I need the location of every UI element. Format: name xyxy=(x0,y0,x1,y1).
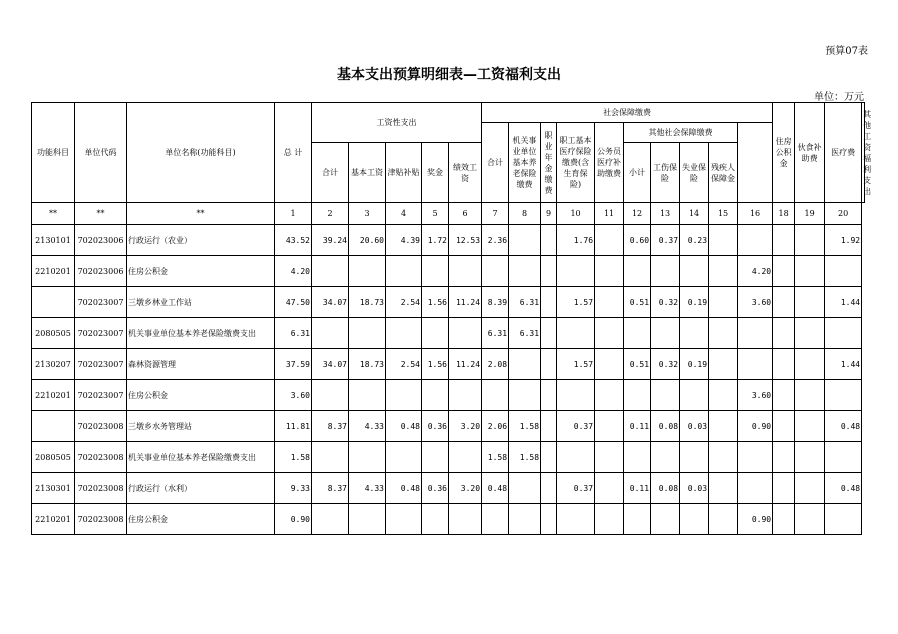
cell-performance: 3.20 xyxy=(449,411,482,442)
cell-other-welfare xyxy=(825,256,862,287)
cell-social-total: 8.39 xyxy=(482,287,509,318)
cell-allowance: 4.39 xyxy=(386,225,422,256)
column-index-cell: 12 xyxy=(624,203,651,225)
table-row xyxy=(32,504,865,535)
header-meal: 伙食补助费 xyxy=(795,103,825,203)
cell-wage-total xyxy=(312,504,349,535)
cell-func-subject: 2210201 xyxy=(32,256,75,287)
cell-basic-wage: 4.33 xyxy=(349,411,386,442)
cell-medical xyxy=(557,504,595,535)
cell-performance: 11.24 xyxy=(449,349,482,380)
cell-civil-medical xyxy=(595,318,624,349)
cell-meal xyxy=(773,442,795,473)
cell-unemployment: 0.03 xyxy=(680,411,709,442)
cell-meal xyxy=(773,411,795,442)
cell-medical xyxy=(557,318,595,349)
cell-unit-name: 三墩乡林业工作站 xyxy=(127,287,275,318)
cell-unit-name: 住房公积金 xyxy=(127,256,275,287)
cell-performance: 12.53 xyxy=(449,225,482,256)
cell-meal xyxy=(773,225,795,256)
cell-social-total: 1.58 xyxy=(482,442,509,473)
cell-medical xyxy=(557,256,595,287)
cell-injury: 0.32 xyxy=(651,287,680,318)
cell-unit-name: 行政运行（农业） xyxy=(127,225,275,256)
form-number: 预算07表 xyxy=(825,46,868,57)
cell-disability xyxy=(709,504,738,535)
cell-other-welfare xyxy=(825,442,862,473)
cell-housing: 0.90 xyxy=(738,504,773,535)
cell-civil-medical xyxy=(595,504,624,535)
cell-pension: 1.58 xyxy=(509,442,541,473)
cell-unit-code: 702023006 xyxy=(75,225,127,256)
cell-unemployment xyxy=(680,256,709,287)
cell-unit-code: 702023007 xyxy=(75,287,127,318)
cell-injury: 0.08 xyxy=(651,473,680,504)
header-unit-code: 单位代码 xyxy=(75,103,127,203)
cell-total: 37.59 xyxy=(275,349,312,380)
cell-pension xyxy=(509,380,541,411)
cell-unemployment: 0.23 xyxy=(680,225,709,256)
cell-performance xyxy=(449,504,482,535)
cell-other-welfare xyxy=(825,318,862,349)
header-other-welfare: 其他工资福利支出 xyxy=(862,103,865,203)
cell-total: 11.81 xyxy=(275,411,312,442)
table-row xyxy=(32,380,865,411)
cell-other-subtotal: 0.11 xyxy=(624,473,651,504)
cell-annuity xyxy=(541,225,557,256)
cell-basic-wage: 4.33 xyxy=(349,473,386,504)
cell-unemployment xyxy=(680,318,709,349)
cell-meal xyxy=(773,380,795,411)
cell-disability xyxy=(709,225,738,256)
cell-disability xyxy=(709,256,738,287)
header-medical-fee: 医疗费 xyxy=(825,103,862,203)
cell-other-welfare: 0.48 xyxy=(825,411,862,442)
header-allowance: 津贴补贴 xyxy=(386,143,422,203)
cell-func-subject: 2080505 xyxy=(32,318,75,349)
cell-other-subtotal: 0.60 xyxy=(624,225,651,256)
cell-basic-wage: 18.73 xyxy=(349,349,386,380)
cell-annuity xyxy=(541,287,557,318)
cell-unit-name: 住房公积金 xyxy=(127,380,275,411)
header-civil-medical: 公务员医疗补助缴费 xyxy=(595,123,624,203)
cell-social-total: 0.48 xyxy=(482,473,509,504)
cell-allowance: 0.48 xyxy=(386,411,422,442)
cell-basic-wage xyxy=(349,256,386,287)
cell-injury xyxy=(651,442,680,473)
cell-basic-wage xyxy=(349,380,386,411)
cell-unit-code: 702023007 xyxy=(75,380,127,411)
cell-social-total xyxy=(482,380,509,411)
cell-social-total: 2.36 xyxy=(482,225,509,256)
cell-injury: 0.08 xyxy=(651,411,680,442)
cell-annuity xyxy=(541,256,557,287)
cell-civil-medical xyxy=(595,380,624,411)
header-disability: 残疾人保障金 xyxy=(709,143,738,203)
table-row xyxy=(32,349,865,380)
cell-housing: 0.90 xyxy=(738,411,773,442)
column-index-cell: 9 xyxy=(541,203,557,225)
cell-civil-medical xyxy=(595,287,624,318)
table-row xyxy=(32,225,865,256)
cell-civil-medical xyxy=(595,442,624,473)
cell-housing xyxy=(738,318,773,349)
column-index-cell: 8 xyxy=(509,203,541,225)
cell-performance: 11.24 xyxy=(449,287,482,318)
unit-label: 单位：万元 xyxy=(814,92,864,103)
cell-other-welfare: 1.44 xyxy=(825,349,862,380)
cell-housing xyxy=(738,225,773,256)
cell-injury xyxy=(651,256,680,287)
cell-basic-wage xyxy=(349,318,386,349)
cell-unit-name: 住房公积金 xyxy=(127,504,275,535)
cell-housing: 3.60 xyxy=(738,380,773,411)
cell-other-subtotal xyxy=(624,504,651,535)
cell-injury xyxy=(651,318,680,349)
column-index-cell: 16 xyxy=(738,203,773,225)
cell-allowance xyxy=(386,504,422,535)
cell-medical-fee xyxy=(795,225,825,256)
cell-unit-code: 702023006 xyxy=(75,256,127,287)
cell-performance xyxy=(449,318,482,349)
cell-basic-wage: 20.60 xyxy=(349,225,386,256)
cell-meal xyxy=(773,256,795,287)
cell-unit-name: 机关事业单位基本养老保险缴费支出 xyxy=(127,318,275,349)
cell-func-subject: 2080505 xyxy=(32,442,75,473)
header-social-group: 社会保障缴费 xyxy=(482,103,773,123)
cell-medical-fee xyxy=(795,411,825,442)
cell-unemployment xyxy=(680,442,709,473)
page-title: 基本支出预算明细表—工资福利支出 xyxy=(337,67,561,83)
cell-annuity xyxy=(541,318,557,349)
cell-func-subject: 2130207 xyxy=(32,349,75,380)
header-injury: 工伤保险 xyxy=(651,143,680,203)
cell-annuity xyxy=(541,380,557,411)
cell-unit-code: 702023007 xyxy=(75,318,127,349)
column-index-cell: ** xyxy=(32,203,75,225)
cell-unit-code: 702023007 xyxy=(75,349,127,380)
cell-medical: 0.37 xyxy=(557,411,595,442)
cell-allowance xyxy=(386,318,422,349)
cell-allowance: 2.54 xyxy=(386,349,422,380)
cell-performance xyxy=(449,380,482,411)
cell-pension xyxy=(509,349,541,380)
cell-unemployment: 0.03 xyxy=(680,473,709,504)
table-header xyxy=(32,103,872,225)
cell-pension xyxy=(509,225,541,256)
cell-injury xyxy=(651,380,680,411)
cell-medical-fee xyxy=(795,287,825,318)
cell-injury: 0.32 xyxy=(651,349,680,380)
cell-civil-medical xyxy=(595,473,624,504)
cell-allowance: 2.54 xyxy=(386,287,422,318)
cell-total: 47.50 xyxy=(275,287,312,318)
cell-performance xyxy=(449,256,482,287)
cell-other-subtotal xyxy=(624,256,651,287)
table-body xyxy=(32,225,865,535)
cell-performance: 3.20 xyxy=(449,473,482,504)
column-index-cell: 13 xyxy=(651,203,680,225)
cell-disability xyxy=(709,318,738,349)
cell-pension: 6.31 xyxy=(509,318,541,349)
cell-other-subtotal: 0.11 xyxy=(624,411,651,442)
cell-housing xyxy=(738,473,773,504)
table-row xyxy=(32,411,865,442)
cell-wage-total xyxy=(312,256,349,287)
cell-civil-medical xyxy=(595,225,624,256)
header-basic-wage: 基本工资 xyxy=(349,143,386,203)
cell-wage-total: 39.24 xyxy=(312,225,349,256)
cell-disability xyxy=(709,380,738,411)
cell-medical-fee xyxy=(795,473,825,504)
cell-civil-medical xyxy=(595,256,624,287)
cell-housing: 3.60 xyxy=(738,287,773,318)
header-unit-name: 单位名称(功能科目) xyxy=(127,103,275,203)
header-housing: 住房公积金 xyxy=(773,103,795,203)
cell-unit-name: 行政运行（水利） xyxy=(127,473,275,504)
cell-bonus xyxy=(422,442,449,473)
column-index-cell: 4 xyxy=(386,203,422,225)
header-annuity: 职业年金缴费 xyxy=(541,123,557,203)
table-row xyxy=(32,287,865,318)
cell-housing: 4.20 xyxy=(738,256,773,287)
cell-meal xyxy=(773,318,795,349)
cell-pension: 1.58 xyxy=(509,411,541,442)
cell-unemployment: 0.19 xyxy=(680,287,709,318)
column-index-cell: ** xyxy=(75,203,127,225)
table-row xyxy=(32,256,865,287)
cell-unit-name: 机关事业单位基本养老保险缴费支出 xyxy=(127,442,275,473)
column-index-cell: 5 xyxy=(422,203,449,225)
column-index-cell: 18 xyxy=(773,203,795,225)
cell-allowance xyxy=(386,442,422,473)
cell-func-subject: 2130301 xyxy=(32,473,75,504)
cell-bonus: 1.56 xyxy=(422,349,449,380)
table-row xyxy=(32,473,865,504)
cell-other-subtotal xyxy=(624,380,651,411)
cell-func-subject xyxy=(32,411,75,442)
cell-func-subject xyxy=(32,287,75,318)
cell-pension xyxy=(509,473,541,504)
cell-meal xyxy=(773,473,795,504)
cell-medical-fee xyxy=(795,349,825,380)
cell-other-welfare: 1.44 xyxy=(825,287,862,318)
cell-other-welfare: 1.92 xyxy=(825,225,862,256)
cell-disability xyxy=(709,442,738,473)
column-index-cell: 6 xyxy=(449,203,482,225)
cell-annuity xyxy=(541,349,557,380)
cell-medical-fee xyxy=(795,318,825,349)
header-social-total: 合计 xyxy=(482,123,509,203)
cell-bonus: 1.72 xyxy=(422,225,449,256)
cell-bonus xyxy=(422,256,449,287)
cell-bonus xyxy=(422,380,449,411)
cell-total: 1.58 xyxy=(275,442,312,473)
header-bonus: 奖金 xyxy=(422,143,449,203)
column-index-cell: 3 xyxy=(349,203,386,225)
cell-meal xyxy=(773,349,795,380)
table-row xyxy=(32,442,865,473)
cell-unit-code: 702023008 xyxy=(75,442,127,473)
cell-disability xyxy=(709,287,738,318)
column-index-cell: 2 xyxy=(312,203,349,225)
cell-wage-total xyxy=(312,380,349,411)
cell-func-subject: 2130101 xyxy=(32,225,75,256)
column-index-cell: 19 xyxy=(795,203,825,225)
budget-table xyxy=(31,102,872,535)
cell-other-welfare xyxy=(825,380,862,411)
header-wage-total: 合计 xyxy=(312,143,349,203)
cell-social-total: 6.31 xyxy=(482,318,509,349)
cell-wage-total: 34.07 xyxy=(312,287,349,318)
cell-disability xyxy=(709,411,738,442)
cell-allowance xyxy=(386,380,422,411)
cell-unit-name: 森林资源管理 xyxy=(127,349,275,380)
cell-social-total: 2.06 xyxy=(482,411,509,442)
column-index-cell: 15 xyxy=(709,203,738,225)
cell-other-subtotal: 0.51 xyxy=(624,287,651,318)
cell-basic-wage: 18.73 xyxy=(349,287,386,318)
header-performance: 绩效工资 xyxy=(449,143,482,203)
cell-annuity xyxy=(541,504,557,535)
cell-disability xyxy=(709,349,738,380)
table-row xyxy=(32,318,865,349)
cell-allowance: 0.48 xyxy=(386,473,422,504)
cell-injury: 0.37 xyxy=(651,225,680,256)
cell-meal xyxy=(773,504,795,535)
column-index-cell: 7 xyxy=(482,203,509,225)
cell-medical-fee xyxy=(795,504,825,535)
cell-bonus xyxy=(422,504,449,535)
cell-medical-fee xyxy=(795,380,825,411)
header-pension: 机关事业单位基本养老保险缴费 xyxy=(509,123,541,203)
cell-unit-name: 三墩乡水务管理站 xyxy=(127,411,275,442)
header-other-subtotal: 小计 xyxy=(624,143,651,203)
cell-medical: 1.57 xyxy=(557,349,595,380)
header-total: 总 计 xyxy=(275,103,312,203)
cell-other-welfare: 0.48 xyxy=(825,473,862,504)
cell-medical: 1.76 xyxy=(557,225,595,256)
cell-total: 9.33 xyxy=(275,473,312,504)
cell-total: 6.31 xyxy=(275,318,312,349)
cell-wage-total xyxy=(312,318,349,349)
cell-other-subtotal xyxy=(624,442,651,473)
cell-medical: 0.37 xyxy=(557,473,595,504)
cell-bonus xyxy=(422,318,449,349)
column-index-cell: 10 xyxy=(557,203,595,225)
cell-disability xyxy=(709,473,738,504)
cell-pension xyxy=(509,256,541,287)
header-other-group: 其他社会保障缴费 xyxy=(624,123,738,143)
cell-pension: 6.31 xyxy=(509,287,541,318)
cell-wage-total: 8.37 xyxy=(312,473,349,504)
header-medical: 职工基本医疗保险缴费(含生育保险) xyxy=(557,123,595,203)
cell-medical: 1.57 xyxy=(557,287,595,318)
cell-allowance xyxy=(386,256,422,287)
cell-wage-total: 34.07 xyxy=(312,349,349,380)
cell-total: 4.20 xyxy=(275,256,312,287)
column-index-cell: 20 xyxy=(825,203,862,225)
cell-total: 0.90 xyxy=(275,504,312,535)
cell-other-welfare xyxy=(825,504,862,535)
cell-civil-medical xyxy=(595,349,624,380)
cell-annuity xyxy=(541,473,557,504)
cell-injury xyxy=(651,504,680,535)
cell-pension xyxy=(509,504,541,535)
cell-wage-total xyxy=(312,442,349,473)
cell-annuity xyxy=(541,411,557,442)
cell-wage-total: 8.37 xyxy=(312,411,349,442)
column-index-cell: ** xyxy=(127,203,275,225)
cell-unit-code: 702023008 xyxy=(75,473,127,504)
cell-medical xyxy=(557,380,595,411)
cell-annuity xyxy=(541,442,557,473)
column-index-cell: 11 xyxy=(595,203,624,225)
cell-medical-fee xyxy=(795,442,825,473)
cell-unemployment: 0.19 xyxy=(680,349,709,380)
cell-medical-fee xyxy=(795,256,825,287)
column-index-row xyxy=(32,203,865,225)
cell-basic-wage xyxy=(349,442,386,473)
cell-bonus: 0.36 xyxy=(422,411,449,442)
cell-total: 3.60 xyxy=(275,380,312,411)
cell-unit-code: 702023008 xyxy=(75,411,127,442)
cell-total: 43.52 xyxy=(275,225,312,256)
cell-unemployment xyxy=(680,380,709,411)
cell-unemployment xyxy=(680,504,709,535)
header-func-subject: 功能科目 xyxy=(32,103,75,203)
cell-other-subtotal: 0.51 xyxy=(624,349,651,380)
header-unemployment: 失业保险 xyxy=(680,143,709,203)
cell-social-total xyxy=(482,504,509,535)
cell-social-total xyxy=(482,256,509,287)
cell-performance xyxy=(449,442,482,473)
cell-housing xyxy=(738,349,773,380)
cell-meal xyxy=(773,287,795,318)
header-wage-group: 工资性支出 xyxy=(312,103,482,143)
column-index-cell: 14 xyxy=(680,203,709,225)
cell-civil-medical xyxy=(595,411,624,442)
cell-basic-wage xyxy=(349,504,386,535)
cell-func-subject: 2210201 xyxy=(32,380,75,411)
cell-unit-code: 702023008 xyxy=(75,504,127,535)
cell-other-subtotal xyxy=(624,318,651,349)
cell-housing xyxy=(738,442,773,473)
column-index-cell: 1 xyxy=(275,203,312,225)
cell-bonus: 1.56 xyxy=(422,287,449,318)
cell-func-subject: 2210201 xyxy=(32,504,75,535)
cell-bonus: 0.36 xyxy=(422,473,449,504)
cell-medical xyxy=(557,442,595,473)
cell-social-total: 2.08 xyxy=(482,349,509,380)
